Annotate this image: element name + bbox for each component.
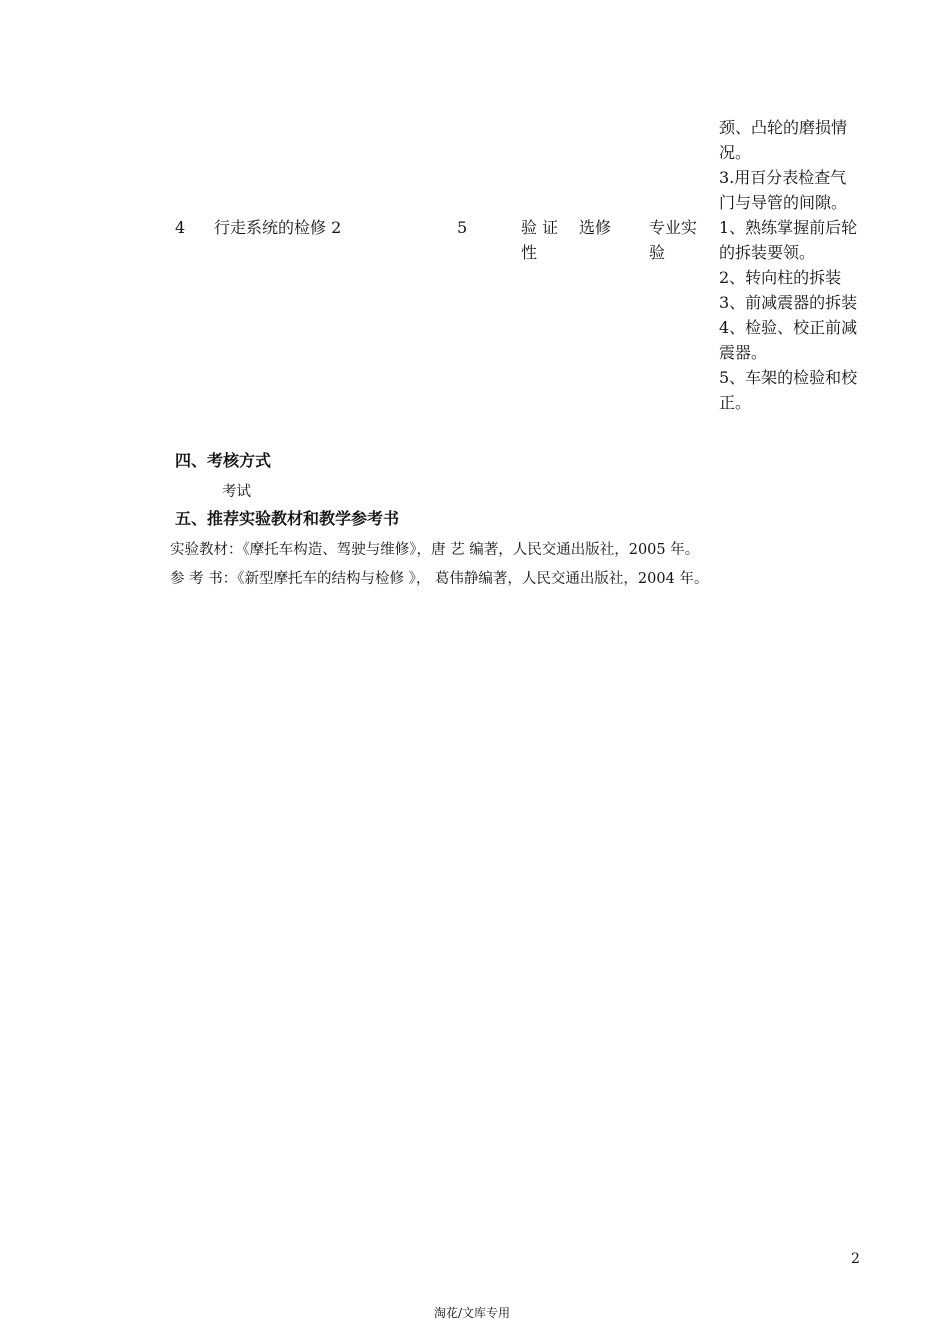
content-line: 3.用百分表检查气 <box>719 168 847 187</box>
content-line: 门与导管的间隙。 <box>719 193 848 212</box>
section-heading-textbooks: 五、推荐实验教材和教学参考书 <box>175 509 400 528</box>
content-line: 颈、凸轮的磨损情 <box>719 118 848 137</box>
content-line: 2、转向柱的拆装 <box>719 268 842 287</box>
reference-book-line: 参 考 书：《新型摩托车的结构与检修 》， 葛伟静编著，人民交通出版社，2004 年。 <box>170 571 709 587</box>
content-line: 3、前减震器的拆装 <box>719 293 858 312</box>
experiment-category-line1: 专业实 <box>649 218 698 237</box>
table-row-continuation-content <box>719 115 869 215</box>
textbook-line: 实验教材：《摩托车构造、驾驶与维修》，唐 艺 编著，人民交通出版社，2005 年。 <box>170 542 700 558</box>
content-line: 况。 <box>719 143 752 162</box>
content-line: 5、车架的检验和校 <box>719 368 858 387</box>
experiment-hours: 5 <box>457 218 468 237</box>
content-line: 1、熟练掌握前后轮 <box>719 218 858 237</box>
experiment-type-line2: 性 <box>521 243 538 262</box>
assessment-method: 考试 <box>222 484 251 500</box>
experiment-category-line2: 验 <box>649 243 666 262</box>
footer-watermark: 淘花/文库专用 <box>434 1306 511 1320</box>
experiment-content <box>719 215 869 415</box>
row-number: 4 <box>175 218 186 237</box>
content-line: 的拆装要领。 <box>719 243 816 262</box>
section-heading-assessment: 四、考核方式 <box>175 451 272 470</box>
experiment-type-line1: 验 证 <box>521 218 559 237</box>
content-line: 4、检验、校正前减 <box>719 318 858 337</box>
content-line: 正。 <box>719 393 752 412</box>
page-number: 2 <box>851 1251 860 1267</box>
content-line: 震器。 <box>719 343 768 362</box>
experiment-name: 行走系统的检修 2 <box>214 218 342 237</box>
experiment-requirement: 选修 <box>579 218 612 237</box>
